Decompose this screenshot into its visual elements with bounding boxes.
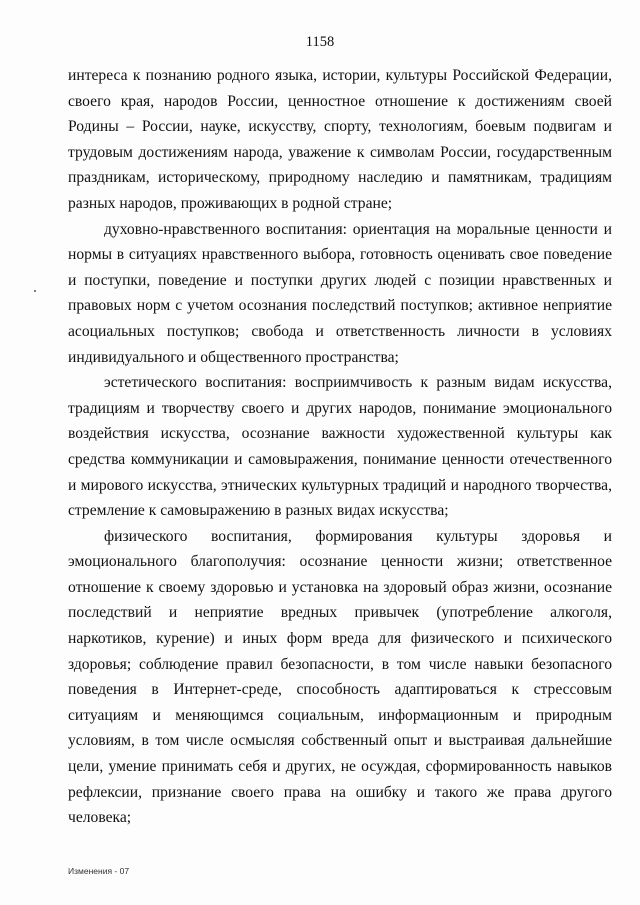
paragraph-spiritual-moral-education: духовно-нравственного воспитания: ориентация на моральные ценности и нормы в ситуациях нравственного выбора, готовность оценивать свое поведение и поступки, поведение и поступки других людей с позиции нравственных и правовых норм с учетом осознания последствий поступков; активное неприятие асоциальных поступков; свобода и ответственность личности в условиях индивидуального и общественного пространства; — [68, 220, 612, 366]
paragraph-heritage: интереса к познанию родного языка, истории, культуры Российской Федерации, своего края, народов России, ценностное отношение к достижениям своей Родины – России, науке, искусству, спорту, технологиям, боевым подвигам и трудовым достижениям народа, уважение к символам России, государственным праздникам, историческому, природному наследию и памятникам, традициям разных народов, проживающих в родной стране; — [68, 67, 612, 212]
paragraph-aesthetic-education: эстетического воспитания: восприимчивость к разным видам искусства, традициям и творчеству своего и других народов, понимание эмоционального воздействия искусства, осознание важности художественной культуры как средства коммуникации и самовыражения, понимание ценности отечественного и мирового искусства, этнических культурных традиций и народного творчества, стремление к самовыражению в разных видах искусства; — [68, 374, 612, 520]
scan-speck-mark — [34, 290, 36, 292]
paragraph-physical-education: физического воспитания, формирования культуры здоровья и эмоционального благополучия: осознание ценности жизни; ответственное отношение к своему здоровью и установка на здоровый образ жизни, осознание последствий и неприятие вредных привычек (употребление алкоголя, наркотиков, курение) и иных форм вреда для физического и психического здоровья; соблюдение правил безопасности, в том числе навыки безопасного поведения в Интернет-среде, способность адаптироваться к стрессовым ситуациям и меняющимся социальным, информационным и природным условиям, в том числе осмысляя собственный опыт и выстраивая дальнейшие цели, умение принимать себя и других, не осуждая, сформированность навыков рефлексии, признание своего права на ошибку и такого же права другого человека; — [68, 527, 612, 827]
body-text — [68, 63, 612, 831]
page-number: 1158 — [305, 34, 335, 50]
footer-revision-note: Изменения - 07 — [68, 866, 130, 876]
